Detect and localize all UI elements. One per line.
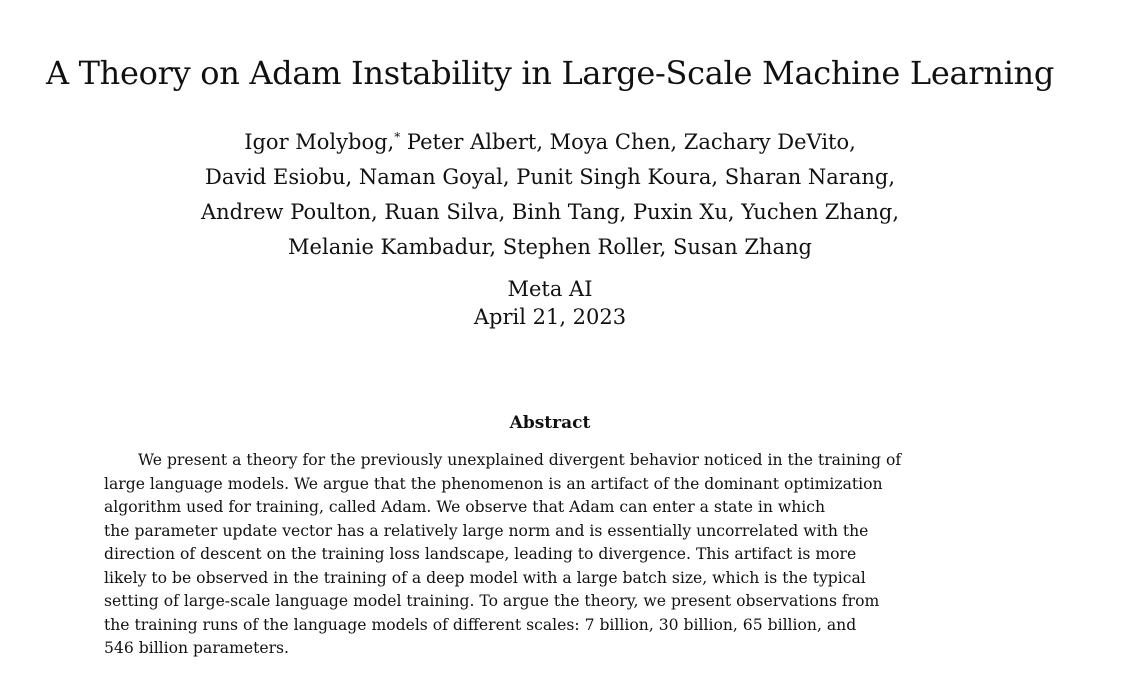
paper-title: A Theory on Adam Instability in Large-Scale Machine Learning [45, 54, 1055, 92]
abstract-line: the training runs of the language models of different scales: 7 billion, 30 billion, 65 billion, and [104, 615, 857, 634]
author-line-1-rest: Peter Albert, Moya Chen, Zachary DeVito, [400, 130, 856, 154]
abstract-line: large language models. We argue that the phenomenon is an artifact of the dominant optimization [104, 474, 883, 493]
publication-date: April 21, 2023 [473, 305, 627, 329]
corresponding-author-mark: * [394, 130, 401, 144]
abstract-line: algorithm used for training, called Adam. We observe that Adam can enter a state in which [104, 498, 826, 516]
abstract-line: likely to be observed in the training of a deep model with a large batch size, which is the typical [104, 568, 866, 587]
abstract-line: the parameter update vector has a relatively large norm and is essentially uncorrelated with the [104, 521, 869, 540]
abstract-line: direction of descent on the training loss landscape, leading to divergence. This artifact is more [104, 545, 857, 563]
first-author: Igor Molybog, [244, 130, 395, 154]
abstract-heading: Abstract [509, 413, 591, 433]
abstract-line: setting of large-scale language model training. To argue the theory, we present observations from [104, 592, 880, 610]
abstract-line: We present a theory for the previously unexplained divergent behavior noticed in the training of [138, 451, 902, 469]
abstract-body [104, 449, 1000, 661]
affiliation-block [0, 275, 1100, 331]
author-line-2: David Esiobu, Naman Goyal, Punit Singh Koura, Sharan Narang, [204, 165, 895, 189]
author-list [0, 125, 1100, 265]
author-line-1 [0, 125, 1100, 160]
affiliation: Meta AI [507, 277, 593, 301]
author-line-4: Melanie Kambadur, Stephen Roller, Susan Zhang [288, 235, 812, 259]
abstract-line: 546 billion parameters. [104, 639, 289, 657]
author-line-3: Andrew Poulton, Ruan Silva, Binh Tang, Puxin Xu, Yuchen Zhang, [200, 200, 900, 224]
